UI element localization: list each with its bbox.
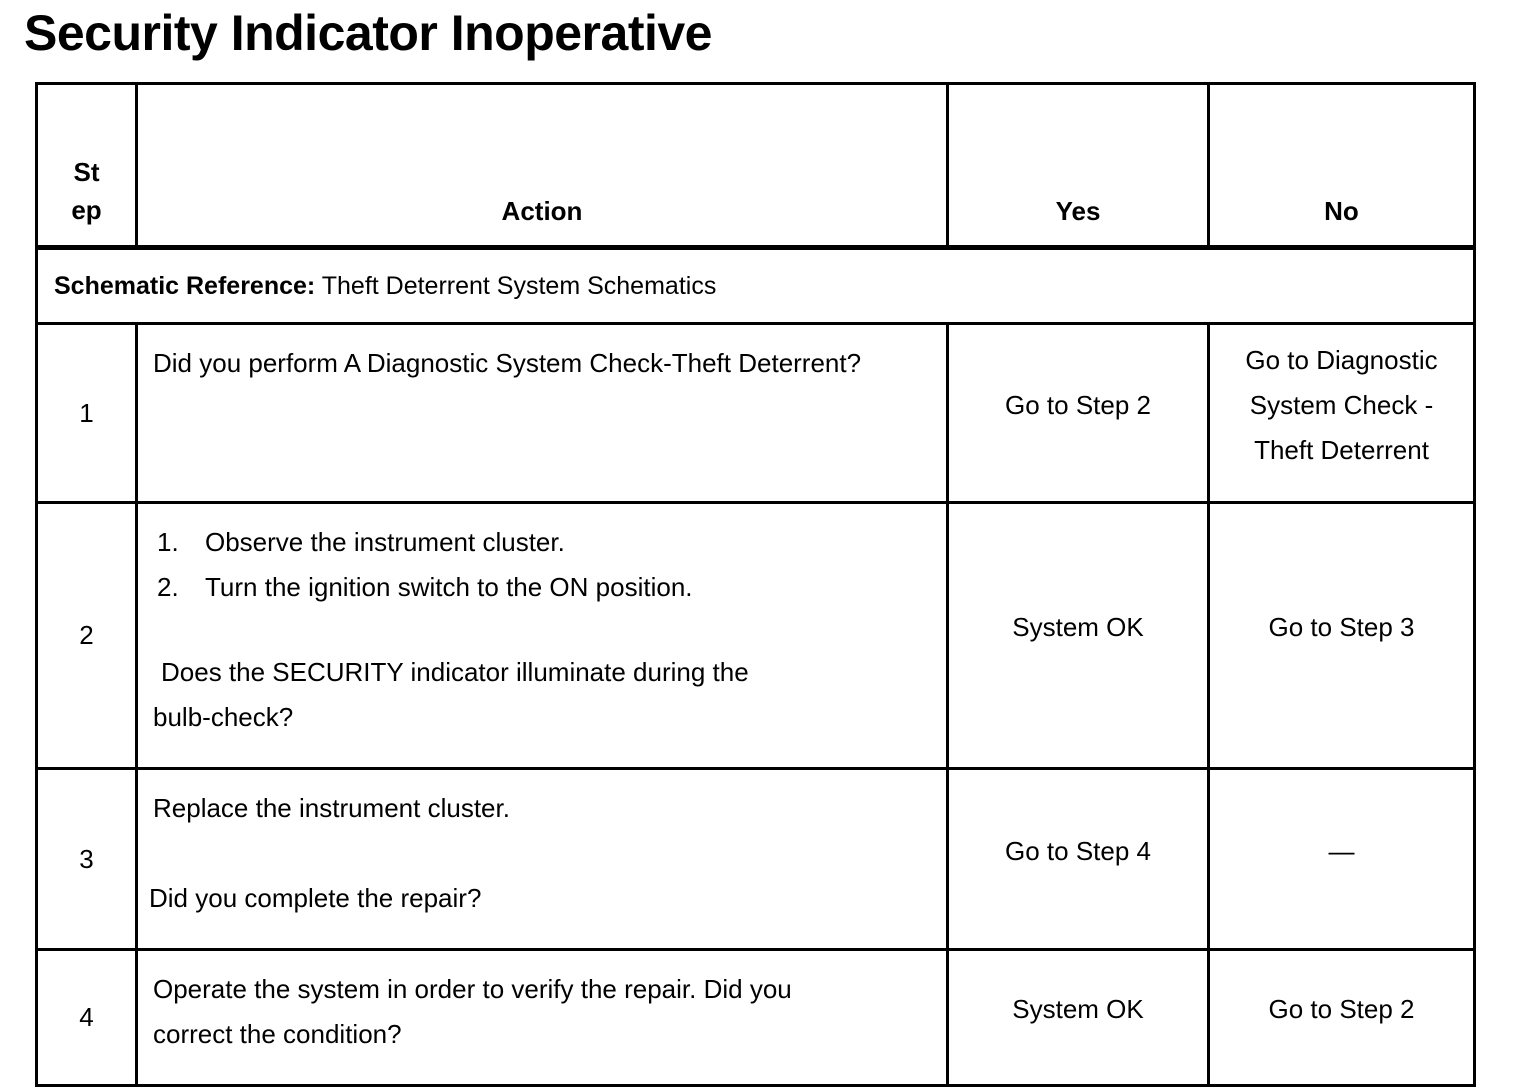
schematic-reference-cell xyxy=(37,248,1475,324)
table-row xyxy=(37,503,1475,769)
step-number: 3 xyxy=(37,769,137,950)
yes-cell: System OK xyxy=(948,503,1209,769)
question-line1: Does the SECURITY indicator illuminate during the xyxy=(161,657,749,687)
list-item-text: Observe the instrument cluster. xyxy=(205,527,565,557)
yes-cell: Go to Step 2 xyxy=(948,324,1209,503)
list-item-number: 1. xyxy=(157,527,179,557)
no-cell xyxy=(1209,324,1475,503)
action-cell xyxy=(137,769,948,950)
step-header-line1: St xyxy=(73,157,100,187)
step-number: 2 xyxy=(37,503,137,769)
action-steps-list xyxy=(153,520,938,610)
action-text: Did you perform A Diagnostic System Check-Theft Deterrent? xyxy=(153,348,862,378)
no-column-header: No xyxy=(1209,84,1475,248)
question-line2: bulb-check? xyxy=(153,702,294,732)
no-cell: Go to Step 2 xyxy=(1209,950,1475,1086)
no-cell: — xyxy=(1209,769,1475,950)
schematic-reference-value: Theft Deterrent System Schematics xyxy=(321,271,717,300)
action-text-line1: Operate the system in order to verify the repair. Did you xyxy=(153,974,792,1004)
step-number: 1 xyxy=(37,324,137,503)
table-row xyxy=(37,769,1475,950)
yes-cell: System OK xyxy=(948,950,1209,1086)
action-text: Replace the instrument cluster. xyxy=(153,793,510,823)
table-header-row xyxy=(37,84,1475,248)
table-row xyxy=(37,324,1475,503)
action-column-header: Action xyxy=(137,84,948,248)
no-cell: Go to Step 3 xyxy=(1209,503,1475,769)
question-text: Did you complete the repair? xyxy=(149,883,482,913)
step-number: 4 xyxy=(37,950,137,1086)
schematic-reference-row xyxy=(37,248,1475,324)
yes-column-header: Yes xyxy=(948,84,1209,248)
step-header-line2: ep xyxy=(71,195,102,225)
action-cell xyxy=(137,950,948,1086)
action-text-line2: correct the condition? xyxy=(153,1019,402,1049)
diagnostic-table xyxy=(35,82,1476,1087)
yes-cell: Go to Step 4 xyxy=(948,769,1209,950)
page-title: Security Indicator Inoperative xyxy=(24,5,712,61)
action-cell xyxy=(137,324,948,503)
schematic-reference-label: Schematic Reference: xyxy=(54,271,316,300)
no-text-line3: Theft Deterrent xyxy=(1254,434,1429,465)
list-item xyxy=(157,565,938,610)
table-row xyxy=(37,950,1475,1086)
list-item xyxy=(157,520,938,565)
no-text-line2: System Check - xyxy=(1249,389,1434,420)
no-text-line1: Go to Diagnostic xyxy=(1245,344,1438,375)
action-cell xyxy=(137,503,948,769)
list-item-text: Turn the ignition switch to the ON position. xyxy=(205,572,693,602)
step-column-header xyxy=(37,84,137,248)
list-item-number: 2. xyxy=(157,572,179,602)
